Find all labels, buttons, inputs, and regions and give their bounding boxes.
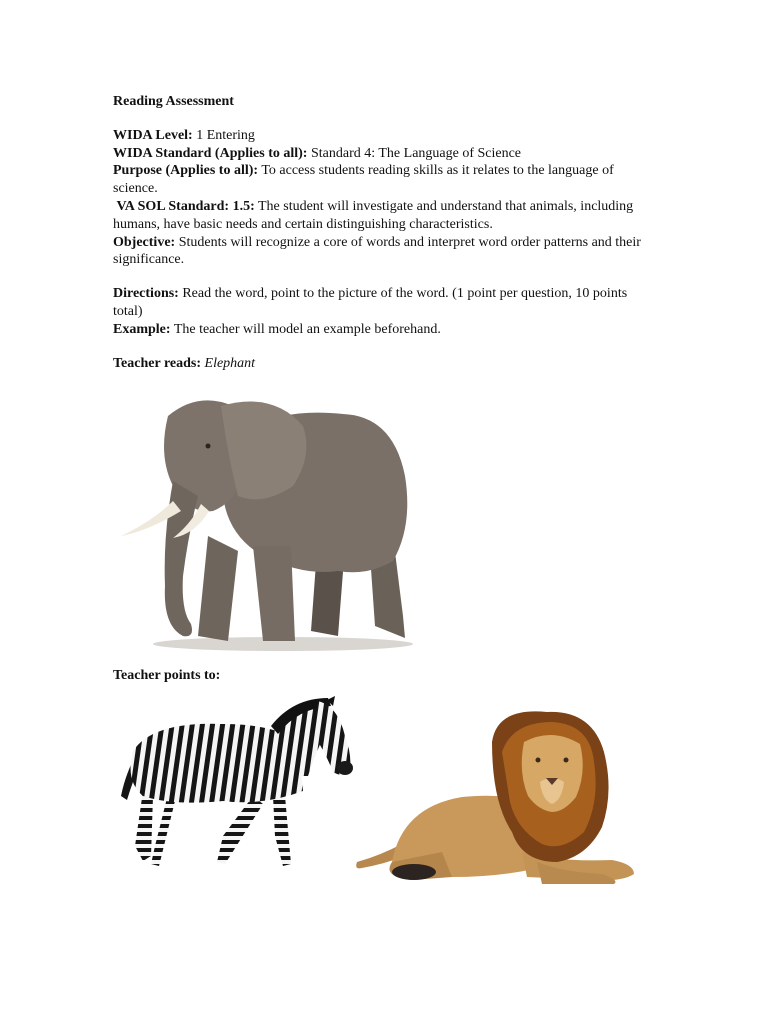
teacher-points-label: Teacher points to: — [113, 668, 221, 683]
purpose: Purpose (Applies to all): To access students reading skills as it relates to the language of science. — [113, 163, 614, 197]
wida-level: WIDA Level: 1 Entering — [113, 127, 255, 143]
objective: Objective: Students will recognize a core of words and interpret word order patterns and their significance. — [113, 234, 641, 268]
directions: Directions: Read the word, point to the picture of the word. (1 point per question, 10 points total) — [113, 286, 628, 319]
example: Example: The teacher will model an example beforehand. — [113, 321, 441, 337]
document-title: Reading Assessment — [113, 94, 234, 109]
teacher-reads: Teacher reads: Elephant — [113, 355, 256, 371]
assessment-text — [113, 93, 658, 372]
elephant-image — [113, 386, 423, 656]
lion-image — [352, 712, 640, 887]
va-sol-standard: VA SOL Standard: 1.5: The student will investigate and understand that animals, including humans, have basic needs and certain distinguishing characteristics. — [113, 198, 634, 232]
wida-standard: WIDA Standard (Applies to all): Standard 4: The Language of Science — [113, 145, 522, 161]
zebra-image — [113, 696, 358, 876]
